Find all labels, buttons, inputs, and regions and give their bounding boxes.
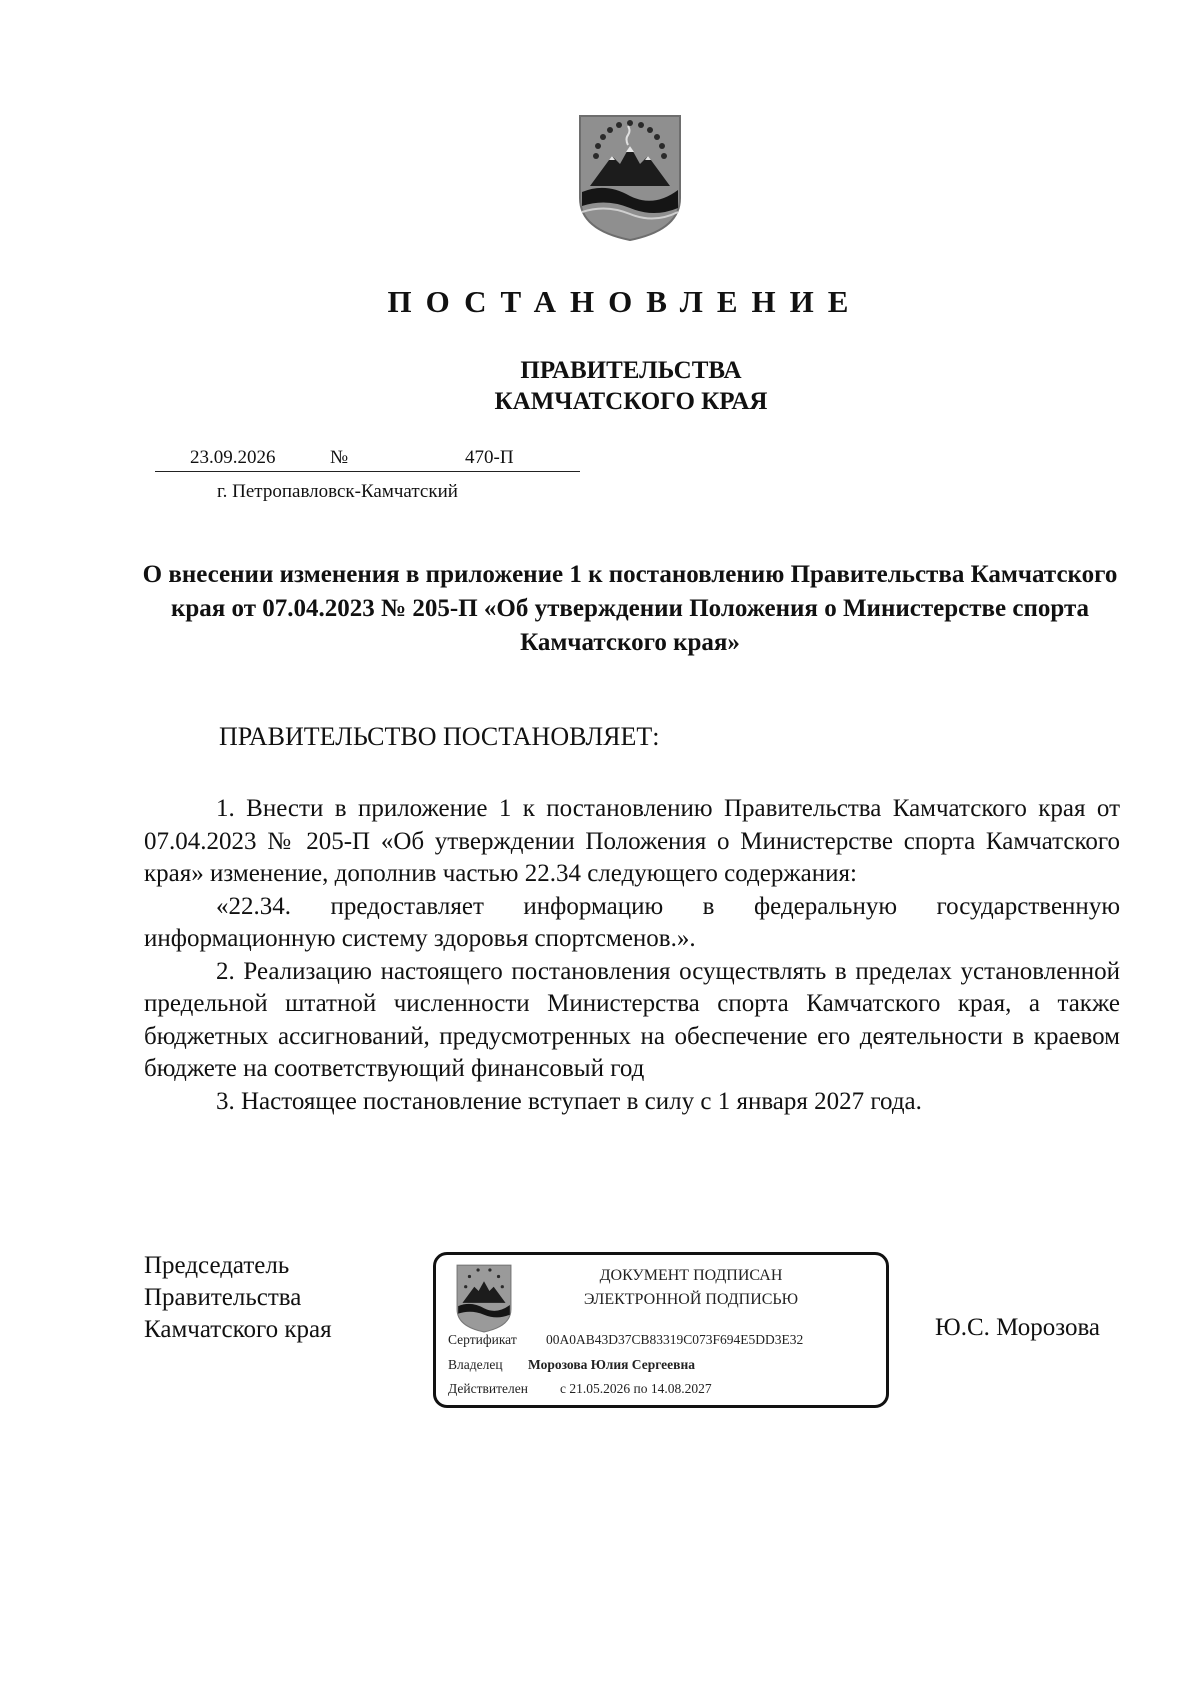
issuer-line-2: КАМЧАТСКОГО КРАЯ xyxy=(494,388,768,415)
certificate-label: Сертификат xyxy=(448,1332,517,1347)
stamp-title-line-1: ДОКУМЕНТ ПОДПИСАН xyxy=(599,1267,783,1284)
stamp-emblem-icon xyxy=(453,1263,515,1333)
paragraph-1: 1. Внести в приложение 1 к постановлению Правительства Камчатского края от 07.04.2023 № 205-П «Об утверждении Положения о Министерстве спорта Камчатского края» изменение, дополнив частью 22.34 следующего содержания: xyxy=(144,795,1120,887)
signer-name: Ю.С. Морозова xyxy=(935,1314,1101,1341)
paragraph-3: 3. Настоящее постановление вступает в силу с 1 января 2027 года. xyxy=(216,1087,922,1115)
stamp-validity-row xyxy=(448,1381,712,1397)
issue-city: г. Петропавловск-Камчатский xyxy=(217,481,458,502)
owner-value: Морозова Юлия Сергеевна xyxy=(528,1357,695,1372)
number-sign: № xyxy=(330,447,349,468)
signer-position-line-2: Правительства xyxy=(144,1284,302,1311)
date-number-line xyxy=(155,447,580,472)
stamp-certificate-row xyxy=(448,1332,803,1348)
signer-position-line-3: Камчатского края xyxy=(144,1316,332,1343)
decree-phrase: ПРАВИТЕЛЬСТВО ПОСТАНОВЛЯЕТ: xyxy=(219,722,660,751)
paragraph-quote: «22.34. предоставляет информацию в федеральную государственную информационную систему здоровья спортсменов.». xyxy=(144,892,1120,952)
stamp-owner-row xyxy=(448,1357,695,1373)
owner-label: Владелец xyxy=(448,1357,503,1372)
document-body xyxy=(144,793,1120,1118)
electronic-signature-stamp xyxy=(433,1252,889,1408)
signer-position-line-1: Председатель xyxy=(144,1252,290,1279)
document-type-title: ПОСТАНОВЛЕНИЕ xyxy=(387,284,863,319)
stamp-title-line-2: ЭЛЕКТРОННОЙ ПОДПИСЬЮ xyxy=(583,1291,799,1308)
document-number: 470-П xyxy=(465,447,514,468)
certificate-value: 00A0AB43D37CB83319C073F694E5DD3E32 xyxy=(546,1332,804,1347)
coat-of-arms-emblem xyxy=(576,112,684,242)
signer-position xyxy=(144,1250,332,1346)
document-subject: О внесении изменения в приложение 1 к постановлению Правительства Камчатского края от 07.04.2023 № 205-П «Об утверждении Положения о Министерстве спорта Камчатского края» xyxy=(142,561,1118,656)
validity-label: Действителен xyxy=(448,1381,528,1396)
document-date: 23.09.2026 xyxy=(190,447,276,468)
validity-value: с 21.05.2026 по 14.08.2027 xyxy=(560,1381,712,1396)
paragraph-2: 2. Реализацию настоящего постановления осуществлять в пределах установленной предельной штатной численности Министерства спорта Камчатского края, а также бюджетных ассигнований, предусмотренных на обеспечение его деятельности в краевом бюджете на соответствующий финансовый год xyxy=(144,957,1120,1082)
issuer-line-1: ПРАВИТЕЛЬСТВА xyxy=(520,357,742,384)
